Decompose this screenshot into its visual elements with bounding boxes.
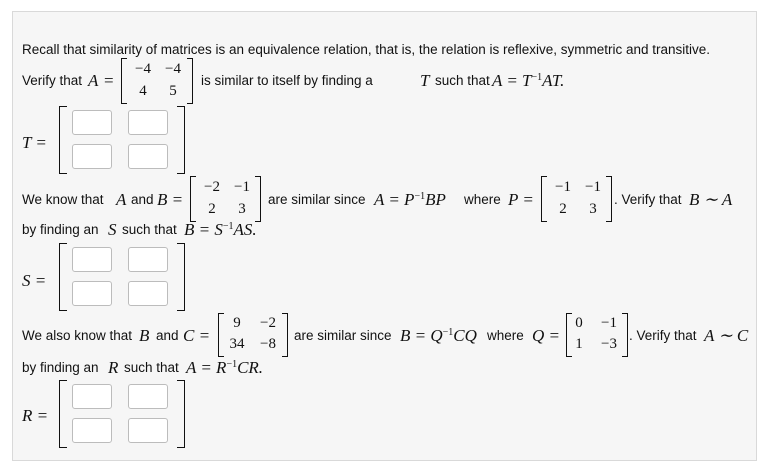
s-entry-11[interactable]	[72, 247, 112, 272]
q2-equation-2: $B = S^{-1}AS$.	[184, 220, 257, 239]
q1-var-t: T	[420, 71, 430, 90]
s-label: S =	[22, 271, 47, 290]
matrix-b	[190, 176, 261, 222]
s-right-bracket	[177, 243, 185, 311]
matrix-q-cell: −1	[601, 315, 617, 331]
matrix-b-cell: 3	[238, 201, 246, 217]
q3-var-r: R	[108, 358, 119, 377]
q2-prefix: We know that	[22, 192, 104, 207]
matrix-c-cell: 34	[229, 336, 245, 352]
q3-var-b: B	[139, 326, 150, 345]
q3-line2-prefix: by finding an	[22, 360, 99, 375]
q3-var-q: Q =	[532, 326, 560, 345]
t-entry-21[interactable]	[72, 144, 112, 169]
q2-var-a: A	[116, 190, 127, 209]
matrix-q	[566, 313, 628, 357]
q1-equation: $A = T^{-1}AT$.	[492, 71, 565, 90]
matrix-b-cell: 2	[208, 201, 216, 217]
q3-equation: $B = Q^{-1}CQ$	[400, 326, 477, 345]
q2-var-b: B =	[157, 190, 184, 209]
q3-prefix: We also know that	[22, 328, 133, 343]
matrix-a-cell: −4	[135, 61, 151, 77]
matrix-c-cell: −8	[260, 336, 276, 352]
r-label: R =	[22, 406, 49, 425]
q2-var-s: S	[108, 220, 117, 239]
q2-equation: $A = P^{-1}BP$	[374, 190, 446, 209]
matrix-c-cell: −2	[260, 315, 276, 331]
matrix-b-cell: −1	[234, 179, 250, 195]
q1-text: is similar to itself by finding a	[201, 73, 373, 88]
t-entry-22[interactable]	[128, 144, 168, 169]
t-left-bracket	[59, 106, 67, 174]
q3-var-c: C =	[183, 326, 211, 345]
intro-text: Recall that similarity of matrices is an equivalence relation, that is, the relation is reflexive, symmetric and transitive.	[22, 42, 711, 57]
q1-such-that: such that	[435, 73, 490, 88]
r-entry-11[interactable]	[72, 384, 112, 409]
q3-equation-2: $A = R^{-1}CR$.	[186, 358, 264, 377]
matrix-q-cell: 0	[575, 315, 583, 331]
q1-verify-prefix: Verify that	[22, 73, 83, 88]
q2-mid-text: are similar since	[268, 192, 366, 207]
t-entry-11[interactable]	[72, 110, 112, 135]
matrix-c	[218, 313, 288, 357]
matrix-q-cell: −3	[601, 336, 617, 352]
t-label: T =	[22, 133, 47, 152]
q2-verify-prefix: . Verify that	[614, 192, 682, 207]
r-entry-21[interactable]	[72, 418, 112, 443]
r-left-bracket	[59, 380, 67, 448]
t-right-bracket	[177, 106, 185, 174]
q2-relation: B ∼ A	[689, 190, 733, 209]
s-entry-21[interactable]	[72, 281, 112, 306]
q3-verify-prefix: . Verify that	[629, 328, 697, 343]
s-entry-12[interactable]	[128, 247, 168, 272]
matrix-p-cell: −1	[585, 179, 601, 195]
matrix-a-cell: 5	[169, 83, 177, 99]
matrix-p-cell: 2	[559, 201, 567, 217]
q1-var-a: A	[88, 71, 99, 90]
q3-mid-text: are similar since	[294, 328, 392, 343]
matrix-q-cell: 1	[575, 336, 583, 352]
q2-such-that: such that	[122, 222, 177, 237]
t-entry-12[interactable]	[128, 110, 168, 135]
matrix-p-cell: 3	[589, 201, 597, 217]
r-entry-12[interactable]	[128, 384, 168, 409]
matrix-a-cell: −4	[165, 61, 181, 77]
matrix-p	[541, 176, 612, 222]
q3-relation: A ∼ C	[704, 326, 749, 345]
matrix-a-cell: 4	[139, 83, 147, 99]
q1-equals: =	[104, 71, 114, 90]
matrix-p-cell: −1	[555, 179, 571, 195]
q3-such-that: such that	[124, 360, 179, 375]
s-left-bracket	[59, 243, 67, 311]
r-entry-22[interactable]	[128, 418, 168, 443]
q2-and: and	[131, 192, 154, 207]
r-right-bracket	[177, 380, 185, 448]
q3-and: and	[156, 328, 179, 343]
s-entry-22[interactable]	[128, 281, 168, 306]
matrix-a	[121, 58, 193, 104]
matrix-b-cell: −2	[204, 179, 220, 195]
q2-line2-prefix: by finding an	[22, 222, 99, 237]
q2-var-p: P =	[508, 190, 534, 209]
q3-where: where	[487, 328, 524, 343]
matrix-c-cell: 9	[233, 315, 241, 331]
q2-where: where	[464, 192, 501, 207]
